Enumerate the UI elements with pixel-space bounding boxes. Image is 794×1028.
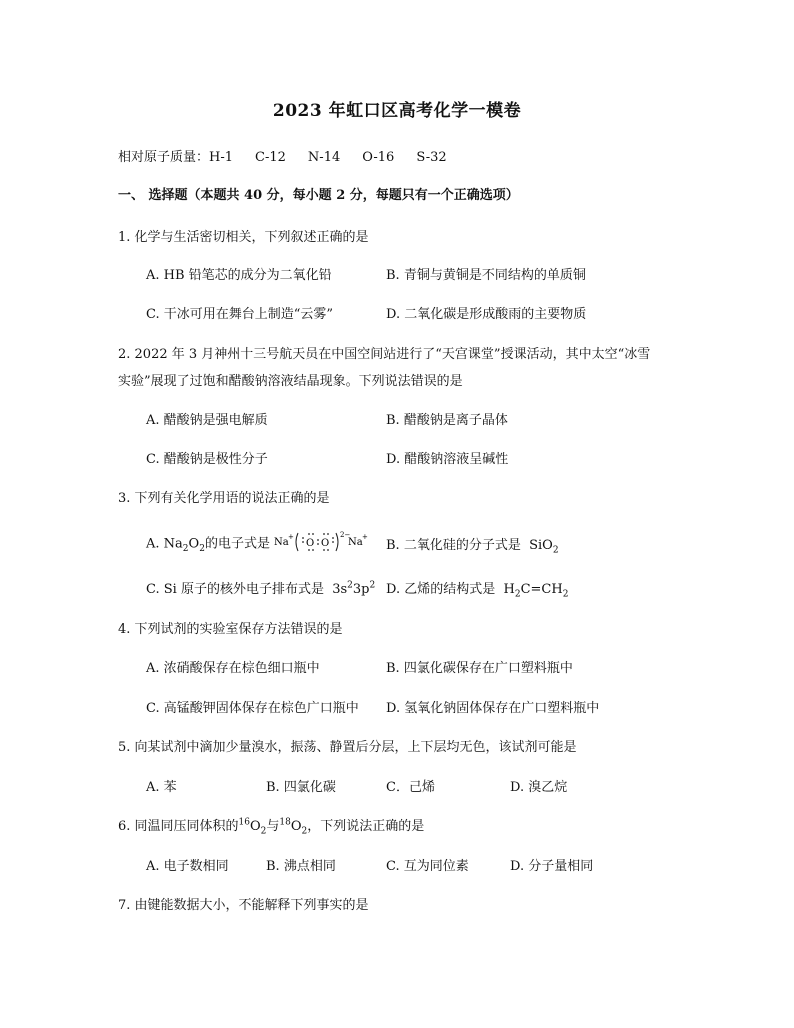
exam-title: 2023 年虹口区高考化学一模卷 xyxy=(272,101,522,121)
lewis-na-right: Na xyxy=(348,537,363,548)
question-1-option-c: C. 干冰可用在舞台上制造“云雾” xyxy=(146,307,334,322)
lewis-o-1: O xyxy=(306,538,315,549)
question-7-stem: 7. 由键能数据大小，不能解释下列事实的是 xyxy=(118,898,369,913)
option-d-text: D. 乙烯的结构式是 xyxy=(386,582,496,597)
question-5-option-a: A. 苯 xyxy=(146,780,177,795)
question-3-option-d xyxy=(386,578,569,600)
lewis-charge: 2− xyxy=(340,531,351,539)
formula-sub: 2 xyxy=(260,826,267,837)
q6-suffix: ，下列说法正确的是 xyxy=(307,819,425,834)
lewis-plus-right: + xyxy=(362,533,368,541)
question-2-stem-line1: 2. 2022 年 3 月神州十三号航天员在中国空间站进行了“天宫课堂”授课活动，其中太空“冰雪 xyxy=(118,347,651,362)
atomic-masses xyxy=(118,146,469,165)
option-a-suffix: 的电子式是 xyxy=(204,536,270,552)
atomic-mass-c: C-12 xyxy=(255,150,286,165)
atomic-mass-h: H-1 xyxy=(209,150,234,165)
question-1-option-b: B. 青铜与黄铜是不同结构的单质铜 xyxy=(386,268,586,283)
question-4-option-a: A. 浓硝酸保存在棕色细口瓶中 xyxy=(146,661,320,676)
formula-sup: 2 xyxy=(347,580,353,591)
question-3-option-a xyxy=(146,530,370,558)
question-3-option-b xyxy=(386,534,559,556)
question-2-option-c: C. 醋酸钠是极性分子 xyxy=(146,452,268,467)
question-6-option-a: A. 电子数相同 xyxy=(146,859,229,874)
question-2-stem-line2: 实验”展现了过饱和醋酸钠溶液结晶现象。下列说法错误的是 xyxy=(118,374,463,389)
atomic-mass-s: S-32 xyxy=(416,150,447,165)
question-1-option-d: D. 二氧化碳是形成酸雨的主要物质 xyxy=(386,307,587,322)
isotope-o: O xyxy=(250,819,261,834)
section-heading: 一、 选择题（本题共 40 分，每小题 2 分，每题只有一个正确选项） xyxy=(118,188,519,203)
question-1-stem: 1. 化学与生活密切相关，下列叙述正确的是 xyxy=(118,230,369,245)
formula-sub: 2 xyxy=(562,589,569,600)
q6-mid: 与 xyxy=(266,819,280,834)
formula-sub: 2 xyxy=(514,589,521,600)
question-2-option-d: D. 醋酸钠溶液呈碱性 xyxy=(386,452,509,467)
question-5-option-b: B. 四氯化碳 xyxy=(266,780,336,795)
atomic-mass-o: O-16 xyxy=(362,150,395,165)
formula-sio: SiO xyxy=(529,538,553,553)
formula-3s: 3s xyxy=(332,582,348,597)
isotope-o: O xyxy=(290,819,302,834)
formula-sup: 2 xyxy=(369,580,376,591)
question-4-option-c: C. 高锰酸钾固体保存在棕色广口瓶中 xyxy=(146,701,359,716)
question-6-option-b: B. 沸点相同 xyxy=(266,859,336,874)
option-b-text: B. 二氧化硅的分子式是 xyxy=(386,538,521,553)
formula-sub: 2 xyxy=(301,826,308,837)
question-4-option-d: D. 氢氧化钠固体保存在广口塑料瓶中 xyxy=(386,701,600,716)
question-4-stem: 4. 下列试剂的实验室保存方法错误的是 xyxy=(118,622,343,637)
isotope-mass-18: 18 xyxy=(279,817,291,828)
question-6-option-d: D. 分子量相同 xyxy=(510,859,594,874)
formula-c-ch: C=CH xyxy=(520,582,563,597)
lewis-structure xyxy=(274,530,370,558)
formula-sub: 2 xyxy=(182,544,189,555)
formula-h: H xyxy=(503,582,515,597)
formula-sub: 2 xyxy=(199,544,205,555)
formula-3p: 3p xyxy=(352,582,370,597)
lewis-o-2: O xyxy=(321,538,330,549)
question-5-stem: 5. 向某试剂中滴加少量溴水，振荡、静置后分层，上下层均无色，该试剂可能是 xyxy=(118,740,577,755)
question-2-option-b: B. 醋酸钠是离子晶体 xyxy=(386,413,508,428)
question-4-option-b: B. 四氯化碳保存在广口塑料瓶中 xyxy=(386,661,573,676)
formula-sub: 2 xyxy=(552,545,559,556)
question-5-option-c: C．己烯 xyxy=(386,780,435,795)
formula-o: O xyxy=(188,536,200,552)
formula-na: Na xyxy=(163,536,183,552)
question-2-option-a: A. 醋酸钠是强电解质 xyxy=(146,413,268,428)
question-1-option-a: A. HB 铅笔芯的成分为二氧化铅 xyxy=(146,268,332,283)
q6-prefix: 6. 同温同压同体积的 xyxy=(118,819,239,834)
question-3-option-c xyxy=(146,578,375,597)
question-6-stem xyxy=(118,815,425,837)
question-3-stem: 3. 下列有关化学用语的说法正确的是 xyxy=(118,491,330,506)
atomic-mass-n: N-14 xyxy=(307,150,341,165)
option-a-prefix: A. xyxy=(146,536,164,552)
lewis-plus-left: + xyxy=(288,533,294,541)
bracket-left xyxy=(296,533,298,551)
option-c-text: C. Si 原子的核外电子排布式是 xyxy=(146,582,324,597)
lewis-na-left: Na xyxy=(274,537,289,548)
bracket-right xyxy=(336,533,338,551)
atomic-masses-label: 相对原子质量： xyxy=(118,150,210,165)
question-5-option-d: D. 溴乙烷 xyxy=(510,780,568,795)
question-6-option-c: C. 互为同位素 xyxy=(386,859,469,874)
lewis-structure-svg xyxy=(274,530,370,554)
isotope-mass-16: 16 xyxy=(238,817,250,828)
